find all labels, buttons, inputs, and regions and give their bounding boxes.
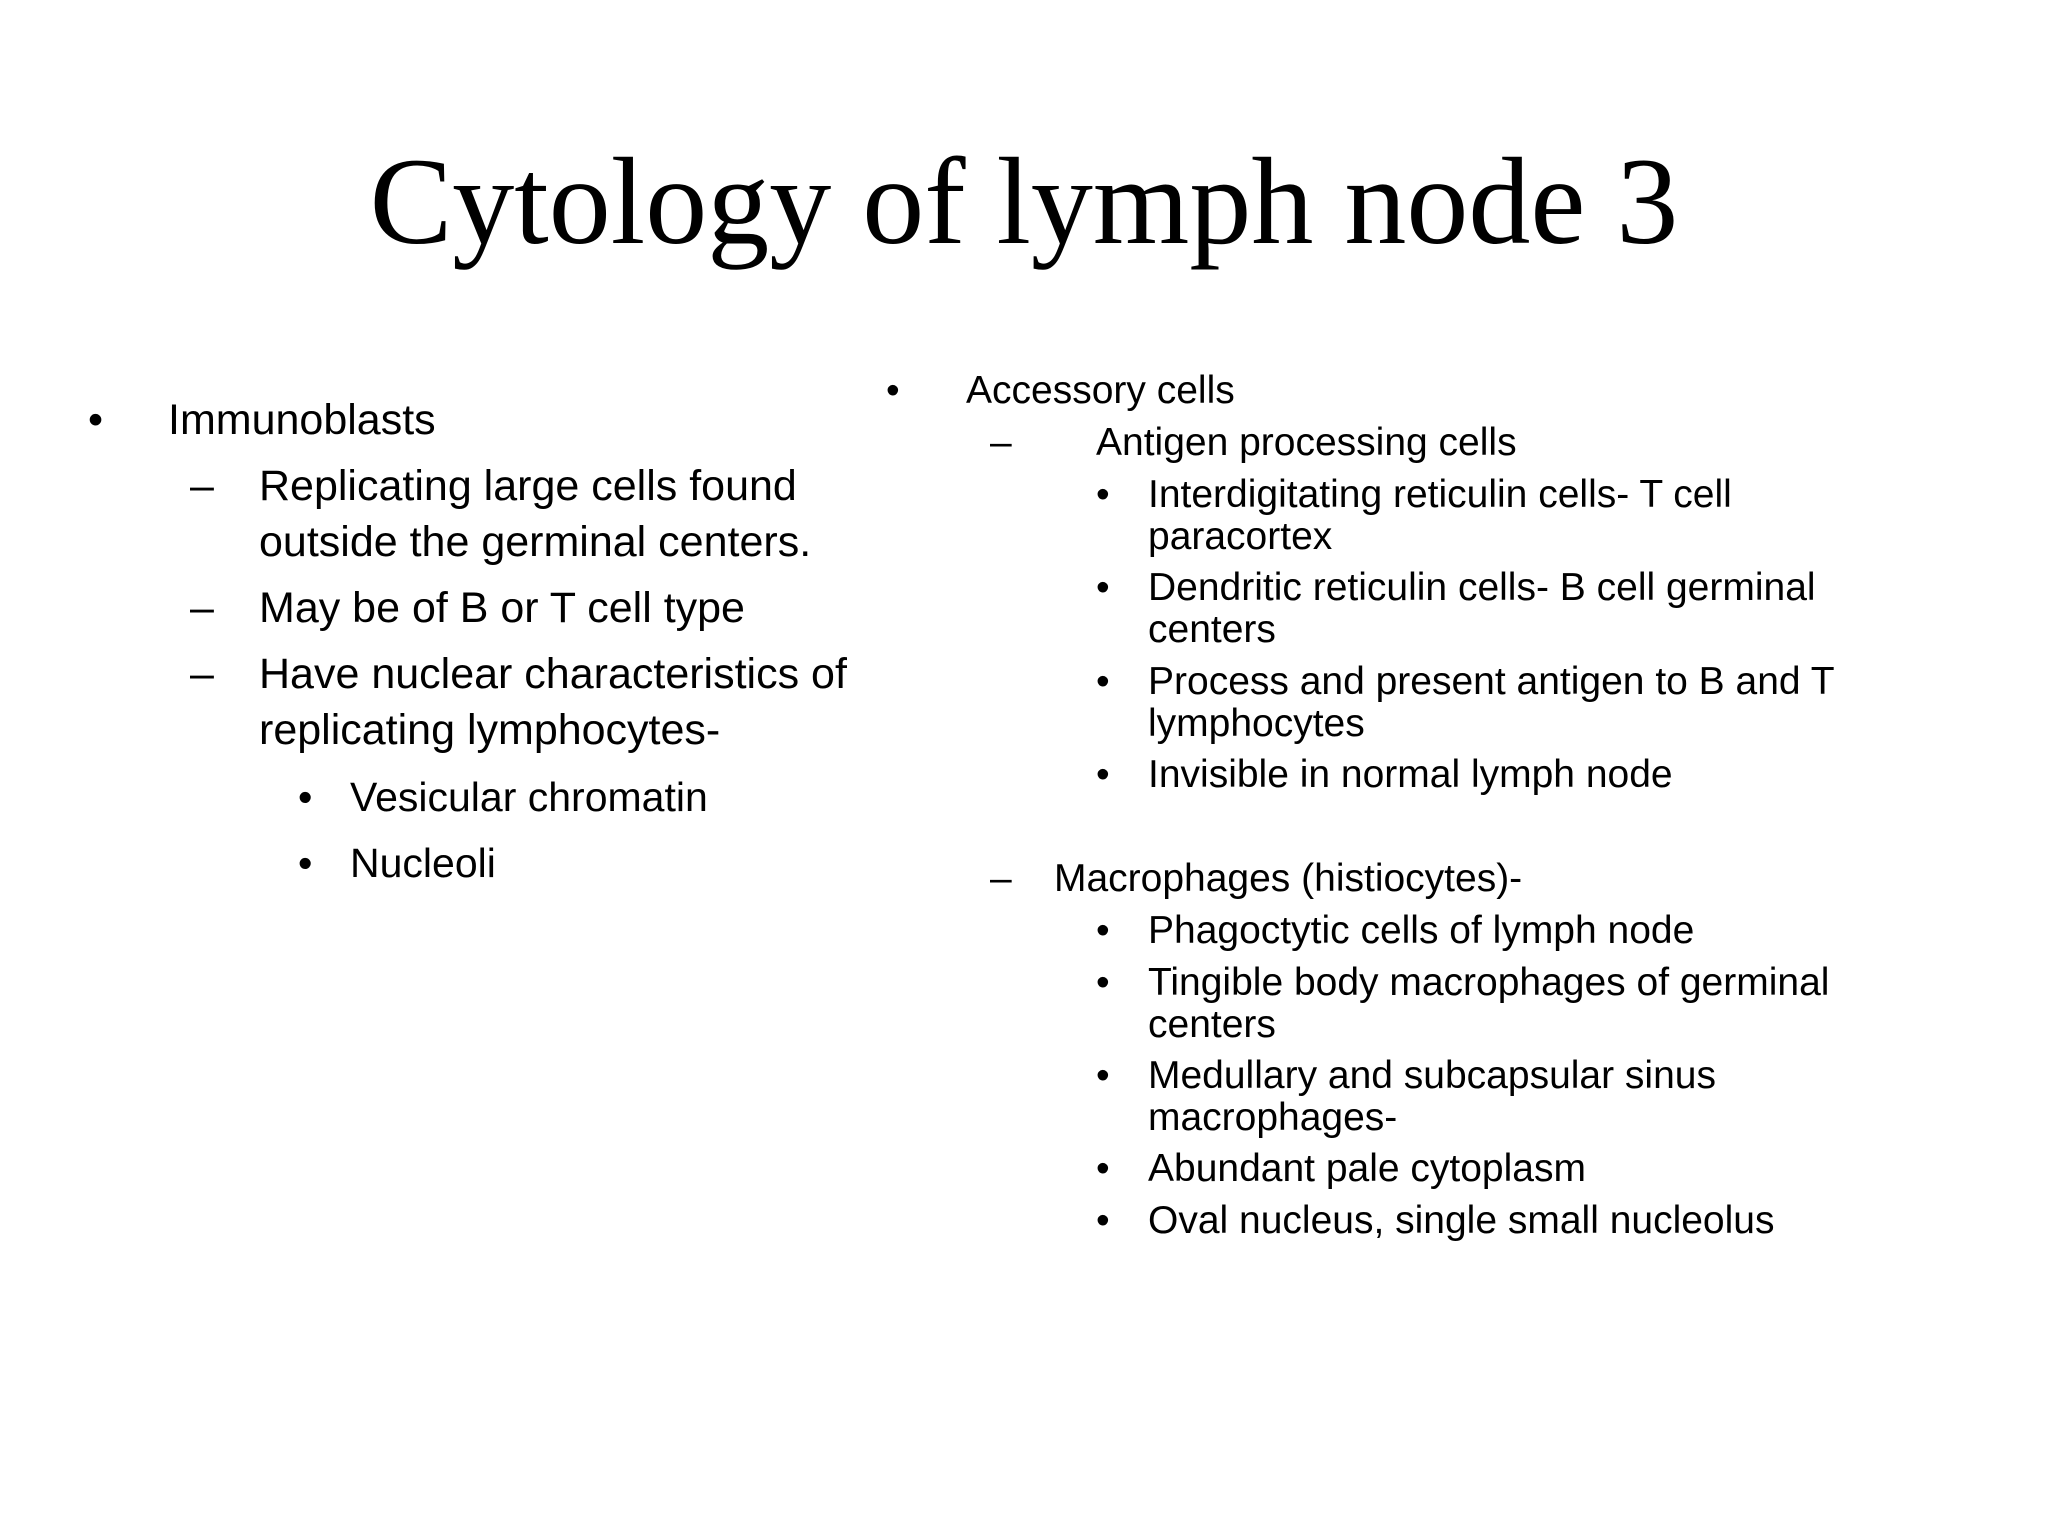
- bullet-marker: •: [1096, 961, 1110, 1004]
- apc-item-interdigitating-line2: paracortex: [1148, 515, 1333, 558]
- immunoblasts-heading: Immunoblasts: [168, 396, 436, 444]
- bullet-marker: •: [1096, 566, 1110, 609]
- macrophage-item-nucleus: Oval nucleus, single small nucleolus: [1148, 1199, 1775, 1242]
- bullet-marker: •: [1096, 909, 1110, 952]
- apc-item-dendritic-line1: Dendritic reticulin cells- B cell germinal: [1148, 566, 1816, 609]
- dash-marker: –: [190, 462, 214, 510]
- accessory-cells-heading: Accessory cells: [966, 369, 1235, 412]
- apc-item-process-line2: lymphocytes: [1148, 702, 1365, 745]
- apc-item-process-line1: Process and present antigen to B and T: [1148, 660, 1835, 703]
- left-item-nuclear-line2: replicating lymphocytes-: [259, 706, 721, 754]
- macrophage-item-tingible-line2: centers: [1148, 1003, 1276, 1046]
- macrophages-label: Macrophages (histiocytes)-: [1054, 857, 1523, 900]
- slide-title: Cytology of lymph node 3: [369, 133, 1679, 270]
- apc-item-dendritic-line2: centers: [1148, 608, 1276, 651]
- bullet-marker: •: [298, 840, 313, 886]
- bullet-marker: •: [886, 369, 900, 412]
- macrophage-item-medullary-line1: Medullary and subcapsular sinus: [1148, 1054, 1716, 1097]
- left-item-replicating-line2: outside the germinal centers.: [259, 518, 812, 566]
- bullet-marker: •: [1096, 660, 1110, 703]
- left-item-nuclear-line1: Have nuclear characteristics of: [259, 650, 847, 698]
- bullet-marker: •: [298, 774, 313, 820]
- bullet-marker: •: [1096, 1199, 1110, 1242]
- bullet-marker: •: [1096, 473, 1110, 516]
- apc-label: Antigen processing cells: [1096, 421, 1517, 464]
- dash-marker: –: [990, 857, 1012, 900]
- apc-item-interdigitating-line1: Interdigitating reticulin cells- T cell: [1148, 473, 1732, 516]
- bullet-marker: •: [1096, 753, 1110, 796]
- bullet-marker: •: [88, 396, 104, 444]
- macrophage-item-cytoplasm: Abundant pale cytoplasm: [1148, 1147, 1586, 1190]
- dash-marker: –: [190, 584, 214, 632]
- apc-item-invisible: Invisible in normal lymph node: [1148, 753, 1673, 796]
- left-subitem-nucleoli: Nucleoli: [350, 840, 496, 886]
- macrophage-item-phagocytic: Phagoctytic cells of lymph node: [1148, 909, 1695, 952]
- dash-marker: –: [990, 421, 1012, 464]
- macrophage-item-tingible-line1: Tingible body macrophages of germinal: [1148, 961, 1830, 1004]
- bullet-marker: •: [1096, 1147, 1110, 1190]
- left-subitem-vesicular: Vesicular chromatin: [350, 774, 708, 820]
- bullet-marker: •: [1096, 1054, 1110, 1097]
- left-item-replicating-line1: Replicating large cells found: [259, 462, 797, 510]
- left-item-cell-type: May be of B or T cell type: [259, 584, 745, 632]
- macrophage-item-medullary-line2: macrophages-: [1148, 1096, 1398, 1139]
- dash-marker: –: [190, 650, 214, 698]
